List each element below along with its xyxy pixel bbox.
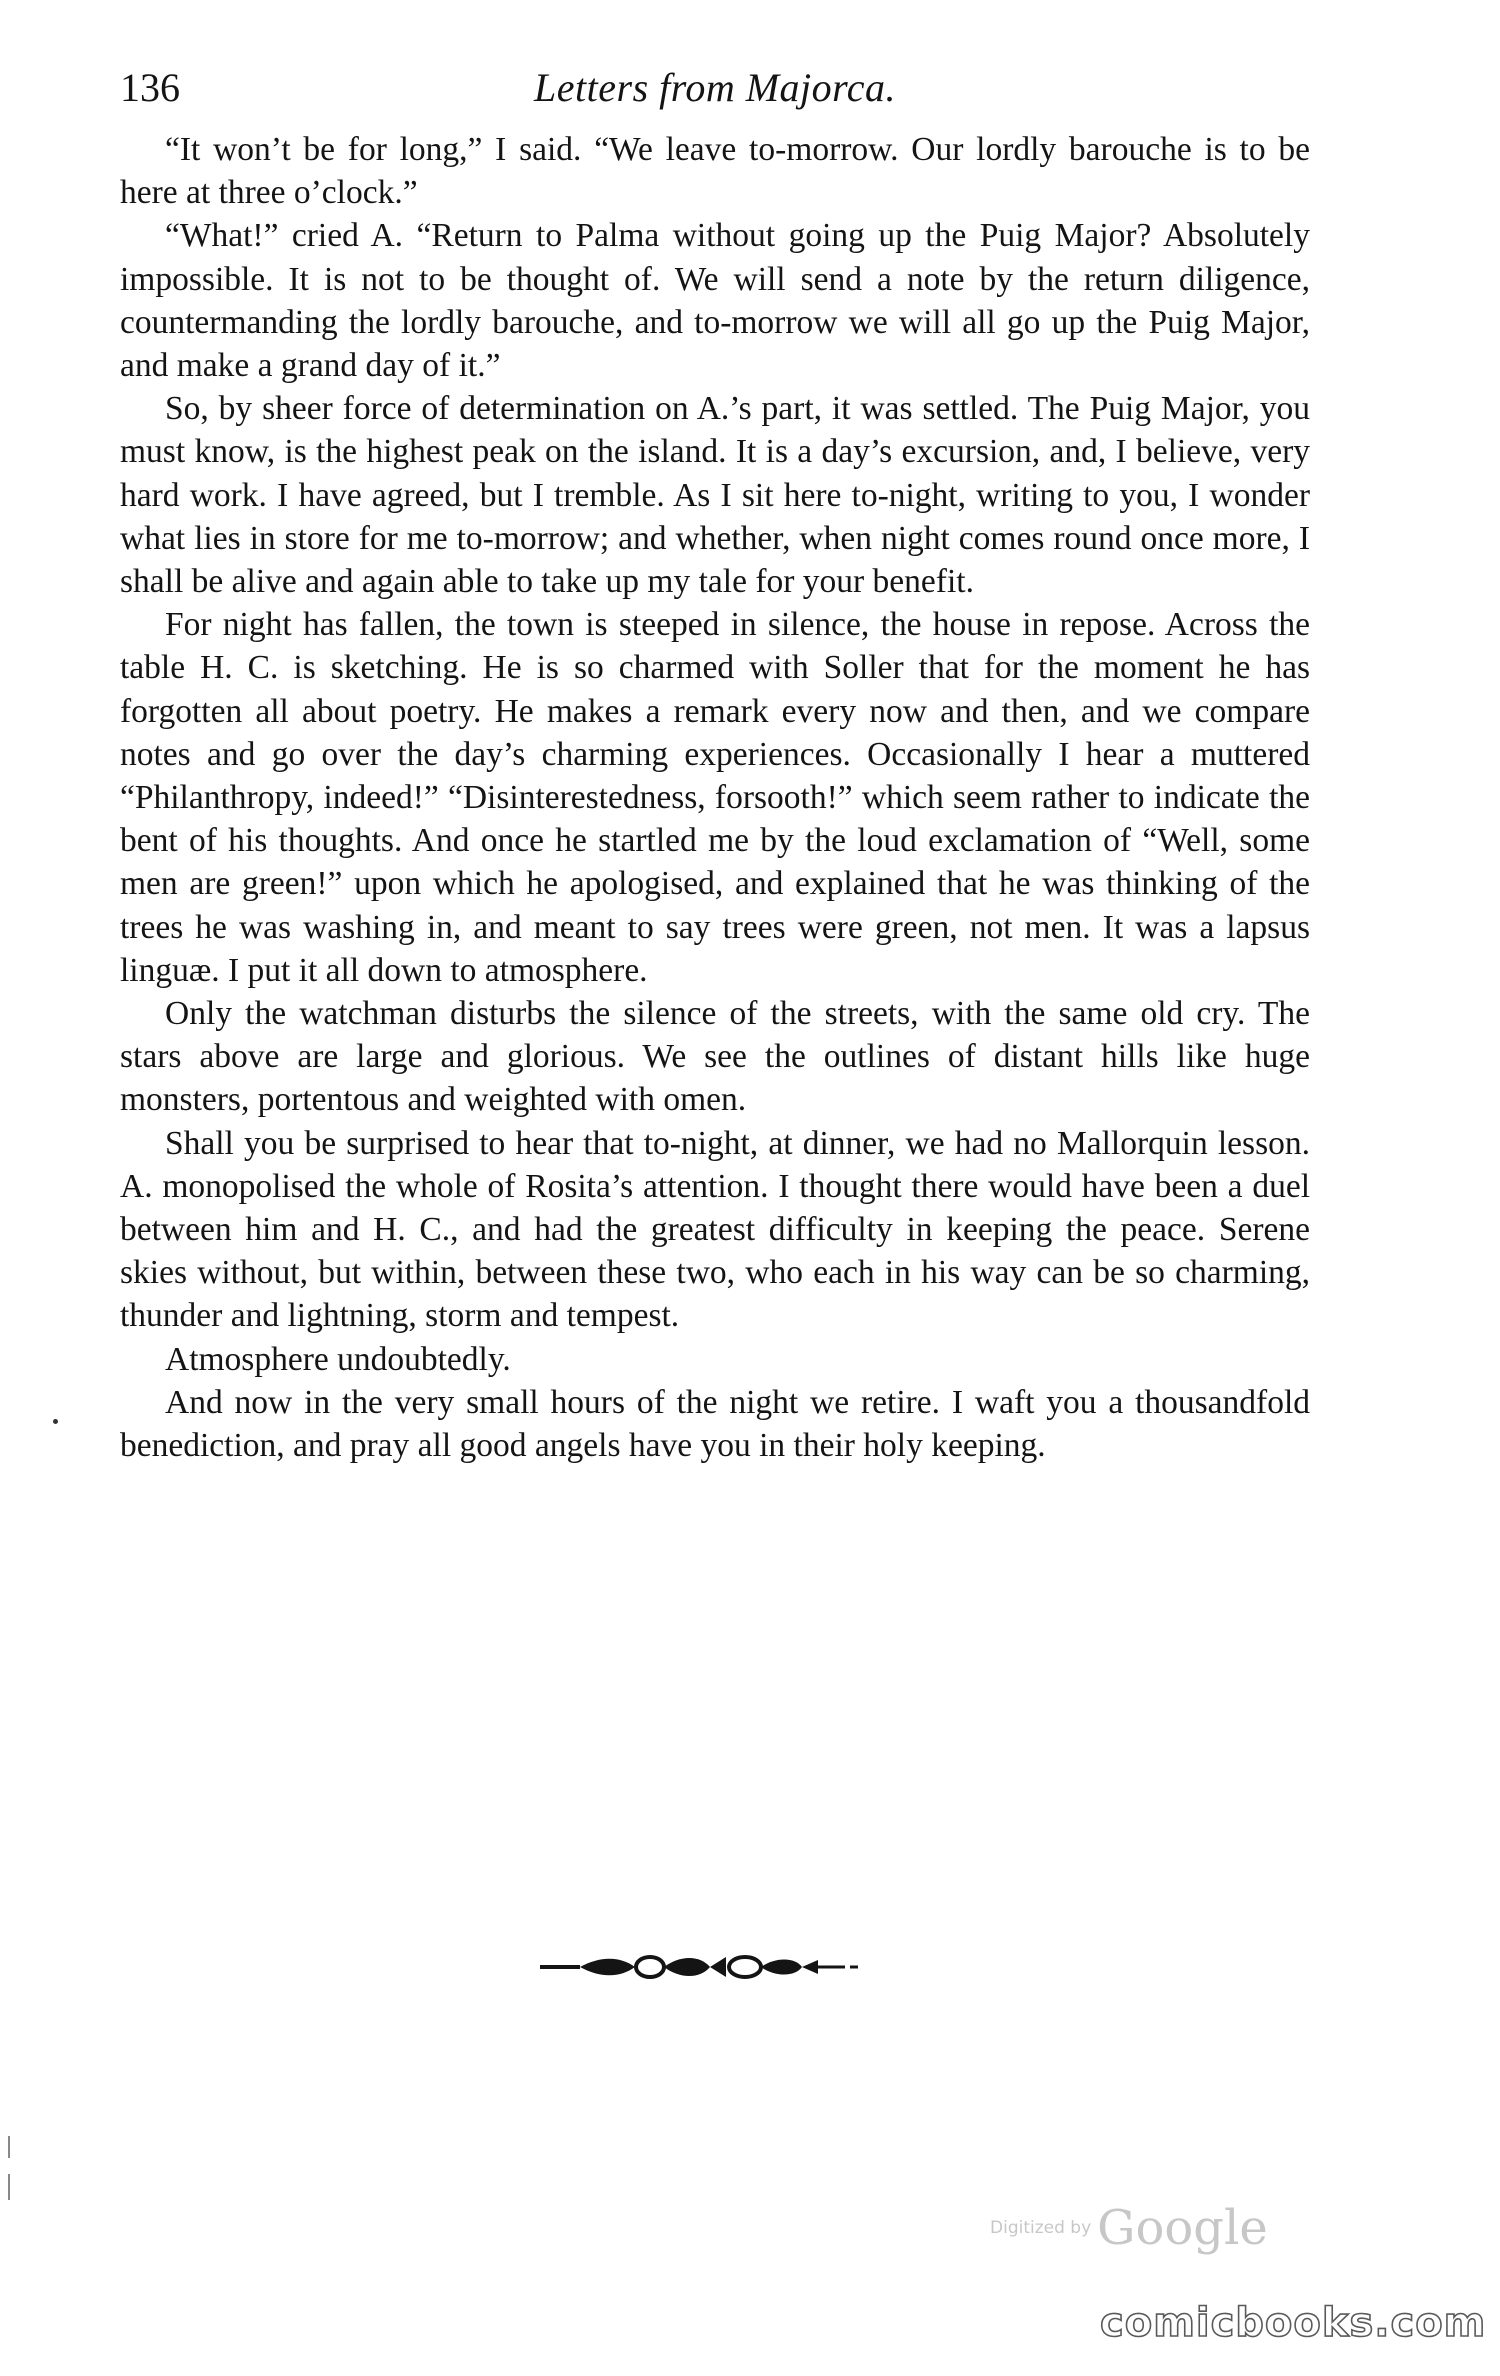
page-number: 136	[120, 65, 180, 110]
digitized-by-watermark	[990, 2200, 1290, 2270]
paragraph: Only the watchman disturbs the silence of the streets, with the same old cry. The stars above are large and glorious. We see the outlines of distant hills like huge monsters, portentous and weighted with omen.	[120, 995, 1310, 1119]
paragraph: “It won’t be for long,” I said. “We leave to-morrow. Our lordly barouche is to be here at three o’clock.”	[120, 131, 1310, 212]
paragraph: Shall you be surprised to hear that to-night, at dinner, we had no Mallorquin lesson. A. monopolised the whole of Rosita’s attention. I thought there would have been a duel between him and H. C., and had the greatest difficulty in keeping the peace. Serene skies without, but within, between these two, who each in his way can be so charming, thunder and lightning, storm and tempest.	[120, 1124, 1310, 1335]
margin-scan-mark	[8, 2174, 10, 2200]
body-text	[120, 128, 1310, 1467]
running-title: Letters from Majorca.	[534, 65, 896, 110]
running-head	[120, 58, 1310, 118]
stray-ink-dot	[53, 1419, 58, 1424]
paragraph: So, by sheer force of determination on A.’s part, it was settled. The Puig Major, you must know, is the highest peak on the island. It is a day’s excursion, and, I believe, very hard work. I have agreed, but I tremble. As I sit here to-night, writing to you, I wonder what lies in store for me to-morrow; and whether, when night comes round once more, I shall be alive and again able to take up my tale for your benefit.	[120, 390, 1310, 601]
paragraph: “What!” cried A. “Return to Palma without going up the Puig Major? Absolutely impossible. It is not to be thought of. We will send a note by the return diligence, countermanding the lordly barouche, and to-morrow we will all go up the Puig Major, and make a grand day of it.”	[120, 217, 1310, 385]
paragraph: For night has fallen, the town is steeped in silence, the house in repose. Across the table H. C. is sketching. He is so charmed with Soller that for the moment he has forgotten all about poetry. He makes a remark every now and then, and we compare notes and go over the day’s charming experiences. Occasionally I hear a muttered “Philanthropy, indeed!” “Disinterestedness, forsooth!” which seem rather to indicate the bent of his thoughts. And once he startled me by the loud exclamation of “Well, some men are green!” upon which he apologised, and explained that he was thinking of the trees he was washing in, and meant to say trees were green, not men. It was a lapsus linguæ. I put it all down to atmosphere.	[120, 606, 1310, 989]
digitized-prefix: Digitized by	[990, 2218, 1092, 2238]
google-logo: Google	[1097, 2200, 1268, 2256]
paragraph: Atmosphere undoubtedly.	[165, 1340, 511, 1378]
margin-scan-mark	[8, 2136, 10, 2158]
site-watermark: comicbooks.com	[1100, 2300, 1487, 2346]
paragraph: And now in the very small hours of the night we retire. I waft you a thousandfold benediction, and pray all good angels have you in their holy keeping.	[120, 1383, 1310, 1465]
end-ornament-icon	[540, 1952, 860, 1982]
